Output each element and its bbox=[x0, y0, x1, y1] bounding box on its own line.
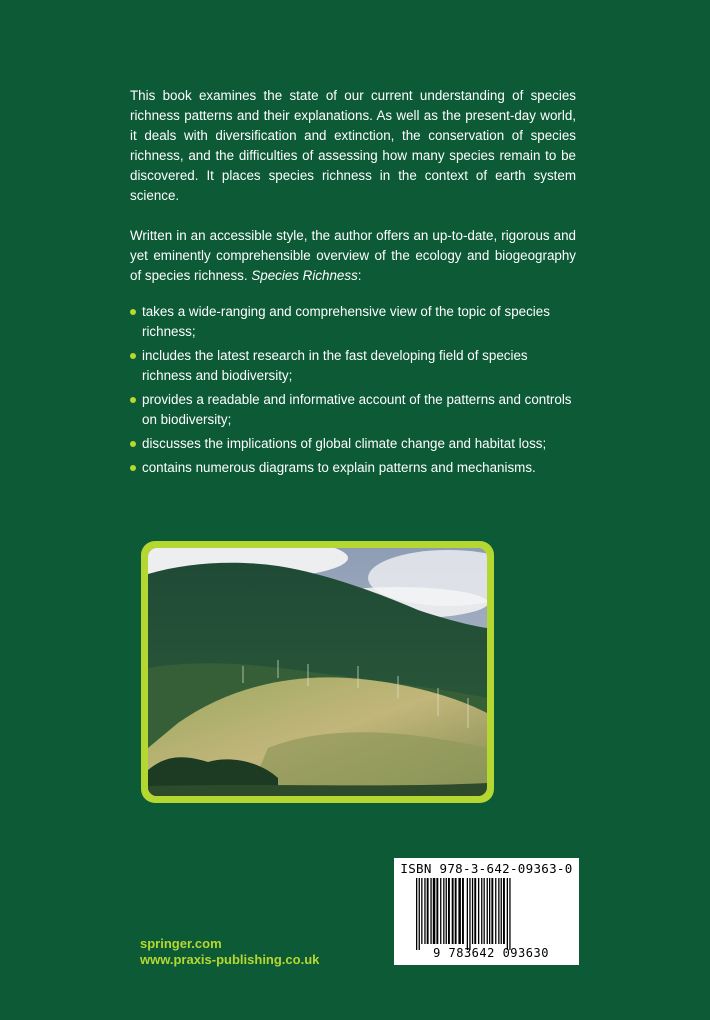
barcode-bar bbox=[507, 878, 508, 950]
list-item bbox=[130, 390, 576, 430]
publisher-links bbox=[140, 936, 319, 968]
bullet-dot-icon bbox=[130, 353, 136, 359]
blurb-paragraph-1: This book examines the state of our current understanding of species richness patterns and their explanations. As well as the present-day world, it deals with diversification and extinction, the conservation of species richness, and the difficulties of assessing how many species remain to be discovered. It places species richness in the context of earth system science. bbox=[130, 88, 576, 203]
bullet-dot-icon bbox=[130, 309, 136, 315]
barcode-bar bbox=[491, 878, 493, 944]
list-item bbox=[130, 458, 576, 478]
barcode-bar bbox=[419, 878, 420, 950]
list-item-text: contains numerous diagrams to explain patterns and mechanisms. bbox=[142, 460, 536, 475]
feature-list bbox=[130, 302, 576, 478]
barcode-bar bbox=[498, 878, 499, 944]
barcode-bar bbox=[501, 878, 502, 944]
barcode-bar bbox=[503, 878, 505, 944]
barcode-bar bbox=[495, 878, 496, 944]
isbn-barcode bbox=[394, 858, 579, 965]
list-item bbox=[130, 346, 576, 386]
barcode-bar bbox=[467, 878, 468, 950]
mountain-landscape-illustration bbox=[148, 548, 487, 796]
blurb-paragraph-2 bbox=[130, 226, 576, 286]
barcode-bar bbox=[448, 878, 450, 944]
barcode-bar bbox=[462, 878, 464, 944]
barcode-bar bbox=[489, 878, 490, 944]
barcode-bar bbox=[452, 878, 454, 944]
barcode-bar bbox=[509, 878, 510, 950]
list-item-text: includes the latest research in the fast developing field of species richness and biodiversity; bbox=[142, 348, 528, 383]
photo-frame bbox=[141, 541, 494, 803]
barcode-bar bbox=[484, 878, 485, 944]
barcode-bar bbox=[436, 878, 438, 944]
barcode-bar bbox=[458, 878, 461, 944]
barcode-bar bbox=[481, 878, 482, 944]
barcode-bar bbox=[446, 878, 447, 944]
bullet-dot-icon bbox=[130, 441, 136, 447]
title-suffix: : bbox=[357, 268, 362, 283]
blurb-paragraph-2-text: Written in an accessible style, the author offers an up-to-date, rigorous and yet eminently comprehensible overview of the ecology and biogeography of species richness. bbox=[130, 228, 576, 283]
barcode-bar bbox=[430, 878, 431, 944]
barcode-bar bbox=[424, 878, 425, 944]
barcode-bar bbox=[478, 878, 479, 944]
isbn-digits: 9 783642 093630 bbox=[433, 946, 549, 960]
barcode-bar bbox=[487, 878, 488, 944]
springer-link[interactable]: springer.com bbox=[140, 936, 222, 951]
barcode-bar bbox=[474, 878, 476, 944]
back-cover-blurb bbox=[130, 86, 576, 482]
list-item bbox=[130, 434, 576, 454]
barcode-bar bbox=[440, 878, 441, 944]
isbn-label: ISBN 978-3-642-09363-0 bbox=[400, 861, 573, 876]
bullet-dot-icon bbox=[130, 465, 136, 471]
bullet-dot-icon bbox=[130, 397, 136, 403]
barcode-bar bbox=[421, 878, 422, 944]
list-item bbox=[130, 302, 576, 342]
barcode-bar bbox=[416, 878, 417, 950]
book-title: Species Richness bbox=[251, 268, 358, 283]
list-item-text: takes a wide-ranging and comprehensive view of the topic of species richness; bbox=[142, 304, 550, 339]
barcode-bar bbox=[472, 878, 473, 944]
praxis-link[interactable]: www.praxis-publishing.co.uk bbox=[140, 952, 320, 967]
barcode-bar bbox=[433, 878, 436, 944]
barcode-bar bbox=[427, 878, 429, 944]
list-item-text: provides a readable and informative account of the patterns and controls on biodiversity; bbox=[142, 392, 572, 427]
barcode-bar bbox=[443, 878, 444, 944]
barcode-bar bbox=[455, 878, 457, 944]
list-item-text: discusses the implications of global climate change and habitat loss; bbox=[142, 436, 547, 451]
barcode-bar bbox=[469, 878, 470, 950]
landscape-photo bbox=[148, 548, 487, 796]
